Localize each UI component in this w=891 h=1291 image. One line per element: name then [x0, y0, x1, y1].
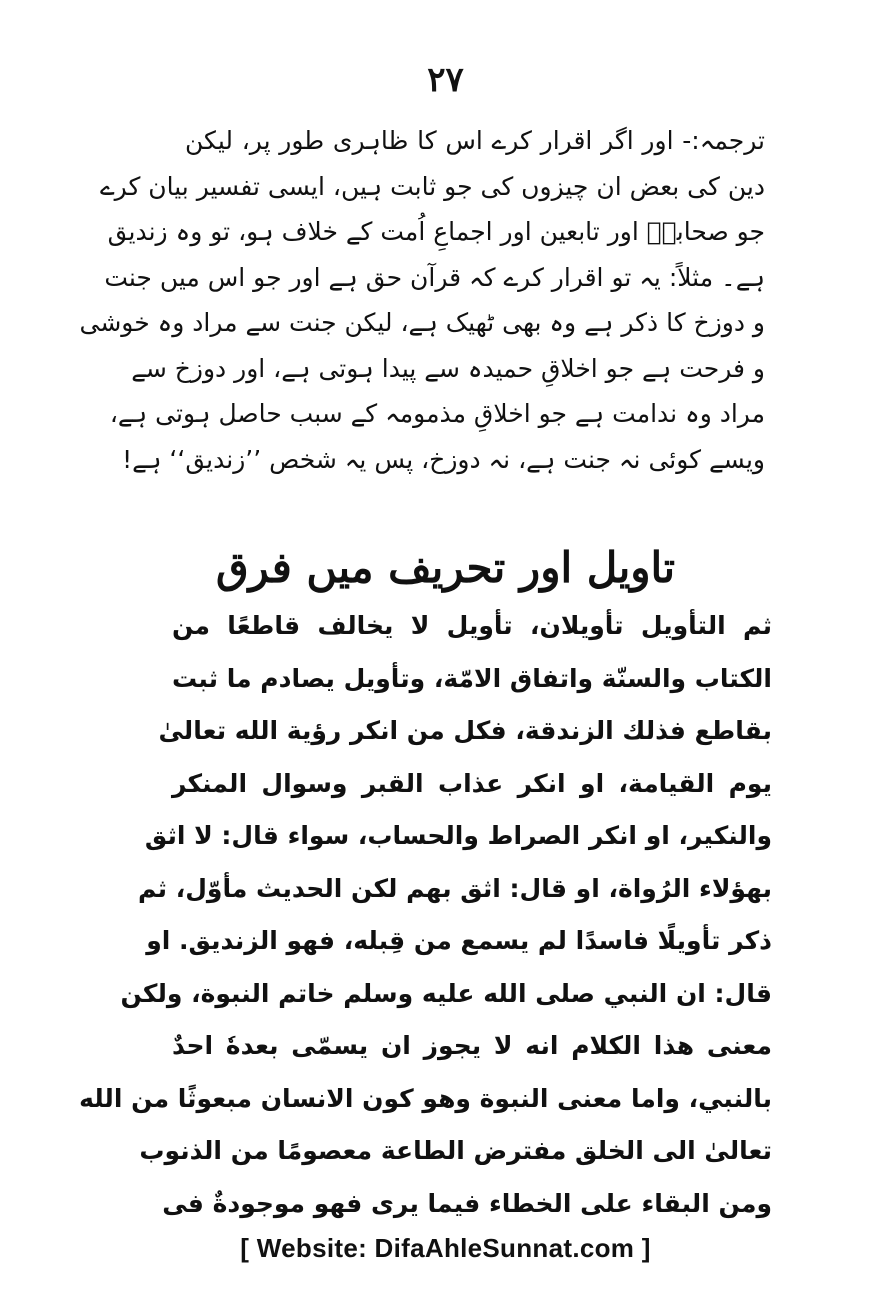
urdu-translation-paragraph	[79, 118, 765, 482]
arabic-line: تعالىٰ الى الخلق مفترض الطاعة معصومًا من الذنوب	[139, 1136, 772, 1165]
urdu-line: مراد وہ ندامت ہے جو اخلاقِ مذمومہ کے سبب حاصل ہوتی ہے،	[109, 399, 765, 428]
page-number: ۲۷	[427, 60, 464, 100]
arabic-line: ذكر تأويلًا فاسدًا لم يسمع من قِبله، فهو الزنديق. او	[146, 926, 772, 955]
arabic-line: بقاطع فذلك الزندقة، فكل من انكر رؤية الله تعالىٰ	[158, 716, 772, 745]
urdu-line: ہے۔ مثلاً: یہ تو اقرار کرے کہ قرآن حق ہے اور جو اس میں جنت	[104, 262, 765, 292]
arabic-line: معنى هذا الكلام انه لا يجوز ان يسمّى بعدهٗ احدٌ	[172, 1031, 772, 1060]
arabic-line: ثم التأويل تأويلان، تأويل لا يخالف قاطعًا من	[172, 611, 772, 640]
arabic-line: بهؤلاء الرُواة، او قال: اثق بهم لكن الحديث مأوّل، ثم	[138, 873, 772, 903]
urdu-line: و دوزخ کا ذکر ہے وہ بھی ٹھیک ہے، لیکن جنت سے مراد وہ خوشی	[79, 308, 765, 337]
website-footer: [ Website: DifaAhleSunnat.com ]	[240, 1233, 651, 1263]
arabic-line: يوم القيامة، او انكر عذاب القبر وسوال المنكر	[172, 768, 772, 798]
arabic-line: الكتاب والسنّة واتفاق الامّة، وتأويل يصادم ما ثبت	[171, 663, 772, 693]
urdu-line: و فرحت ہے جو اخلاقِ حمیدہ سے پیدا ہوتی ہے، اور دوزخ سے	[131, 353, 765, 383]
arabic-text-paragraph	[79, 600, 772, 1230]
urdu-line: ویسے کوئی نہ جنت ہے، نہ دوزخ، پس یہ شخص ’’زندیق‘‘ ہے!	[122, 444, 765, 474]
arabic-line: ومن البقاء على الخطاء فيما يرى فهو موجودةٌ فى	[162, 1188, 772, 1218]
section-heading: تاویل اور تحریف میں فرق	[215, 543, 676, 592]
arabic-line: بالنبي، واما معنى النبوة وهو كون الانسان مبعوثًا من الله	[79, 1083, 772, 1113]
arabic-line: والنكير، او انكر الصراط والحساب، سواء قال: لا اثق	[144, 821, 772, 850]
arabic-line: قال: ان النبي صلى الله عليه وسلم خاتم النبوة، ولكن	[120, 978, 772, 1008]
urdu-line: جو صحابہؓ اور تابعین اور اجماعِ اُمت کے خلاف ہو، تو وہ زندیق	[107, 217, 765, 246]
urdu-line: دین کی بعض ان چیزوں کی جو ثابت ہیں، ایسی تفسیر بیان کرے	[100, 171, 765, 201]
urdu-line: ترجمہ:- اور اگر اقرار کرے اس کا ظاہری طور پر، لیکن	[185, 126, 765, 155]
